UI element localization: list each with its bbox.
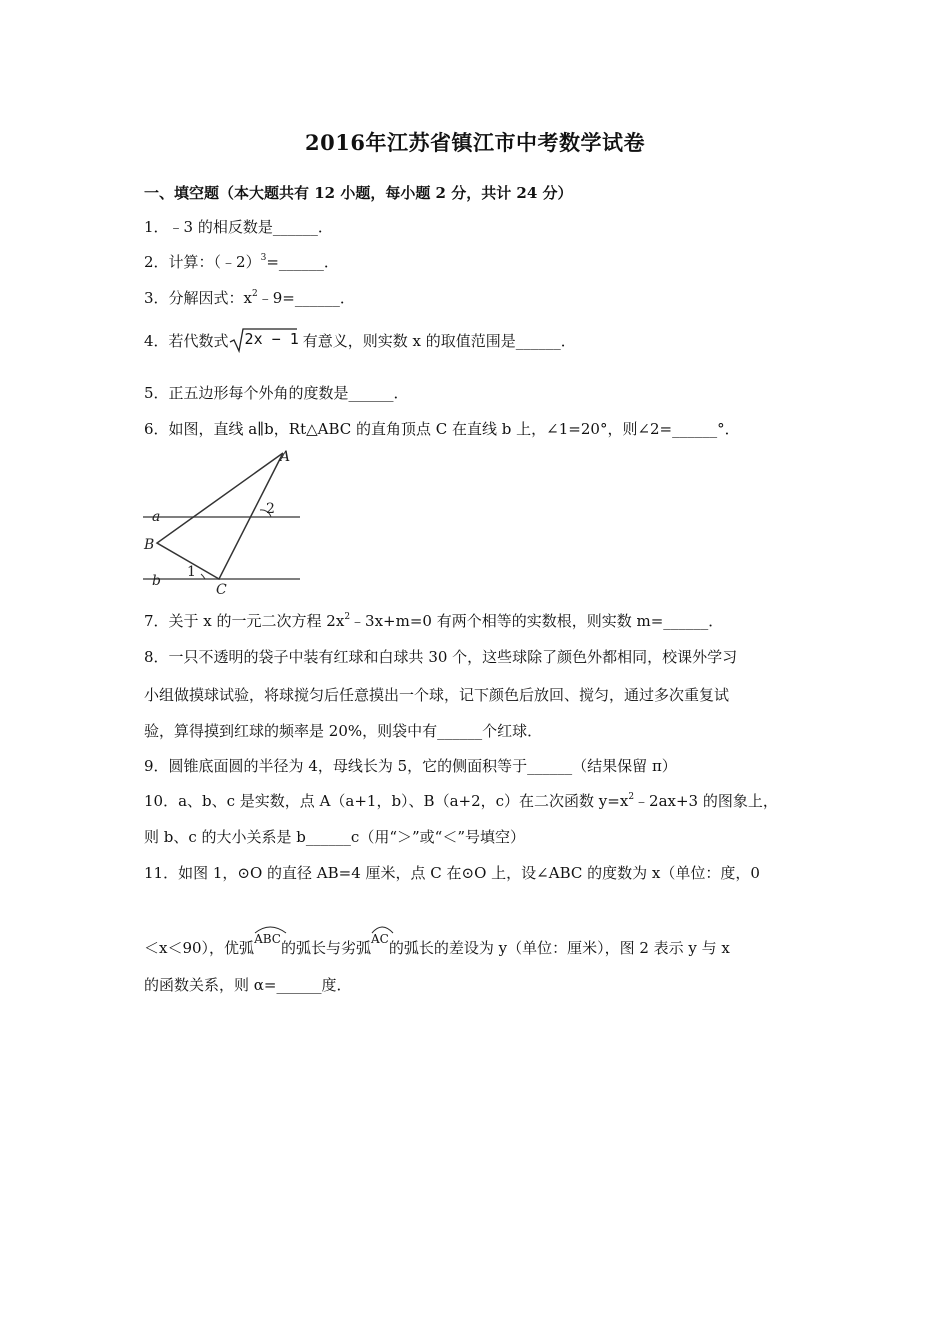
radical-sign-icon: [229, 327, 299, 353]
question-text-rest: ﹣3x+m=0 有两个相等的实数根，则实数 m=: [350, 612, 664, 630]
question-11-line-1: 11．如图 1，⊙O 的直径 AB=4 厘米，点 C 在⊙O 上，设∠ABC 的度数为 x（单位：度，0: [144, 864, 760, 882]
question-text: 5．正五边形每个外角的度数是: [144, 384, 349, 402]
section-heading: 一、填空题（本大题共有 12 小题，每小题 2 分，共计 24 分）: [144, 184, 573, 202]
question-end: ．: [339, 289, 355, 307]
answer-blank: ______: [305, 828, 351, 846]
arc-name: ABC: [254, 932, 281, 946]
question-10-line-1: [144, 790, 778, 811]
question-text: 的弧长的差设为 y（单位：厘米），图 2 表示 y 与 x: [388, 939, 730, 957]
question-end: ．: [393, 384, 409, 402]
question-text-rest: ﹣9=: [257, 289, 295, 307]
question-end: 度．: [321, 976, 352, 994]
question-8-line-3: [144, 720, 542, 741]
arc-symbol-icon: [254, 924, 288, 934]
question-text: 的函数关系，则 α=: [144, 976, 277, 994]
question-7: [144, 610, 723, 631]
question-2: [144, 251, 339, 272]
question-8-line-2: 小组做摸球试验，将球搅匀后任意摸出一个球，记下颜色后放回、搅匀，通过多次重复试: [144, 686, 730, 704]
question-end: 个红球．: [482, 722, 543, 740]
question-6: [144, 418, 740, 439]
answer-blank: ______: [278, 253, 324, 271]
label-angle-1: 1: [187, 564, 196, 580]
question-9: [144, 755, 677, 776]
label-line-a: a: [152, 509, 161, 525]
label-c-point: C: [216, 582, 227, 596]
answer-blank: ______: [663, 612, 709, 630]
question-text-rest: ﹣2ax+3 的图象上，: [634, 792, 778, 810]
radicand: 2x − 1: [244, 330, 299, 348]
question-end: （结果保留 π）: [572, 757, 677, 775]
question-text: 的弧长与劣弧: [280, 939, 371, 957]
question-text: 1．﹣3 的相反数是: [144, 218, 273, 236]
question-text: ＜x＜90），优弧: [144, 939, 255, 957]
answer-blank: ______: [527, 757, 573, 775]
arc-symbol-icon: [371, 924, 395, 934]
triangle-parallel-lines-figure: [143, 448, 303, 596]
question-text: 验，算得摸到红球的频率是 20%，则袋中有: [144, 722, 438, 740]
triangle-abc: [157, 453, 283, 579]
exponent: 3: [260, 253, 267, 263]
label-angle-2: 2: [266, 501, 275, 517]
arc-name: AC: [370, 932, 389, 946]
answer-blank: ______: [348, 384, 394, 402]
answer-blank: ______: [276, 976, 322, 994]
question-11-line-3: [144, 974, 351, 995]
question-text-rest: c（用“＞”或“＜”号填空）: [350, 828, 525, 846]
square-root-expression: [229, 327, 301, 353]
label-b-point: B: [144, 537, 155, 553]
answer-blank: ______: [294, 289, 340, 307]
question-text: 7．关于 x 的一元二次方程 2x: [144, 612, 345, 630]
question-end: ．: [560, 332, 576, 350]
question-text-rest: 有意义，则实数 x 的取值范围是: [302, 332, 516, 350]
question-text: 则 b、c 的大小关系是 b: [144, 828, 306, 846]
answer-blank: ______: [272, 218, 318, 236]
answer-blank: ______: [515, 332, 561, 350]
question-8-line-1: 8．一只不透明的袋子中装有红球和白球共 30 个，这些球除了颜色外都相同，校课外学习: [144, 648, 738, 666]
question-end: ．: [317, 218, 333, 236]
question-text: 6．如图，直线 a∥b，Rt△ABC 的直角顶点 C 在直线 b 上，∠1=20°，则∠2=: [144, 420, 673, 438]
question-text: 10．a、b、c 是实数，点 A（a+1，b）、B（a+2，c）在二次函数 y=x: [144, 792, 629, 810]
question-10-line-2: [144, 826, 525, 847]
answer-blank: ______: [437, 722, 483, 740]
question-4: [144, 327, 576, 353]
label-line-b: b: [152, 573, 161, 589]
question-text: 9．圆锥底面圆的半径为 4，母线长为 5，它的侧面积等于: [144, 757, 528, 775]
question-1: [144, 216, 333, 237]
question-text: 3．分解因式：x: [144, 289, 253, 307]
question-end: ．: [708, 612, 724, 630]
question-text: 4．若代数式: [144, 332, 229, 350]
page-title: 2016年江苏省镇江市中考数学试卷: [305, 130, 645, 155]
question-end: °．: [717, 420, 740, 438]
question-5: [144, 382, 409, 403]
answer-blank: ______: [672, 420, 718, 438]
exponent: 2: [252, 289, 258, 299]
question-text: 2．计算：（﹣2）: [144, 253, 261, 271]
exponent: 2: [628, 792, 635, 802]
label-a-point: A: [280, 449, 291, 465]
question-11-line-2: [144, 924, 730, 958]
question-end: ．: [323, 253, 339, 271]
exponent: 2: [344, 612, 351, 622]
minor-arc-label: [371, 924, 389, 946]
equals-sign: =: [266, 253, 279, 271]
major-arc-label: [254, 924, 281, 946]
question-3: [144, 287, 355, 308]
